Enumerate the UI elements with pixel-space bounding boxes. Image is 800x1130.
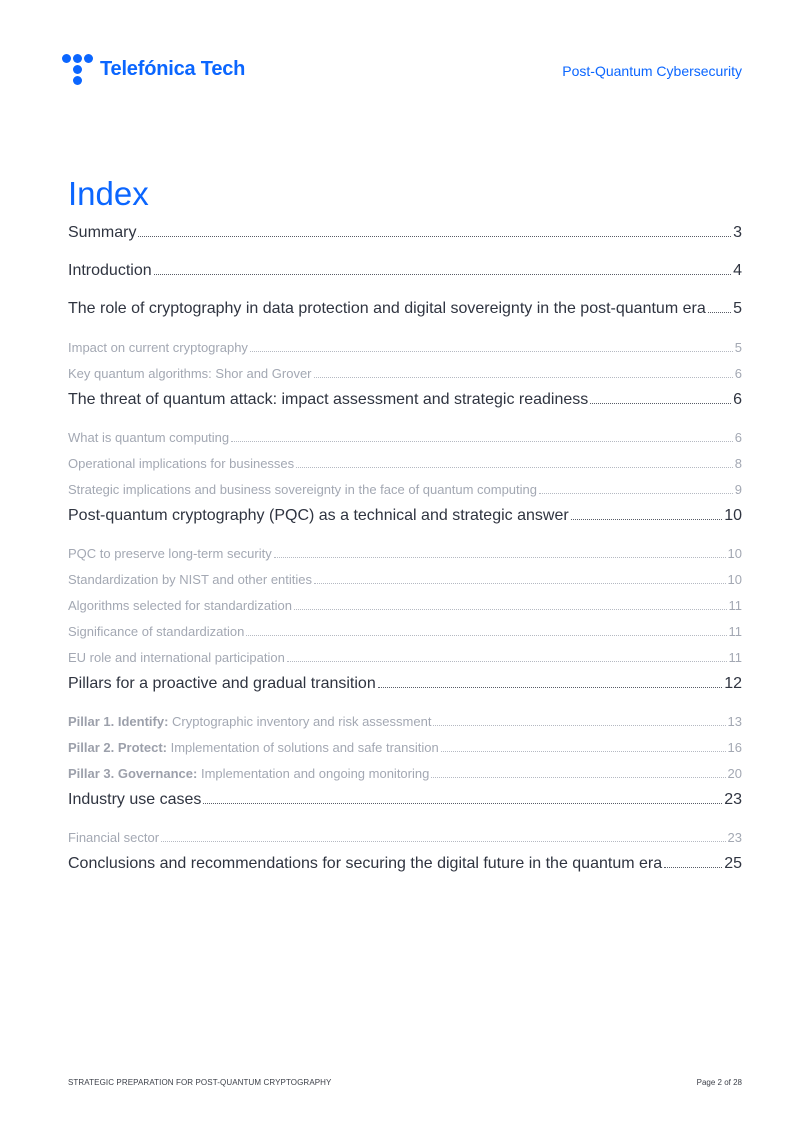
- toc-entry-label: [68, 598, 292, 613]
- toc-entry[interactable]: [68, 262, 742, 280]
- toc-entry-text: Impact on current cryptography: [68, 340, 248, 355]
- toc-dot-leader: [539, 486, 733, 494]
- toc-page-number: 20: [727, 766, 742, 781]
- toc-subentry[interactable]: [68, 624, 742, 639]
- toc-page-number: 8: [734, 456, 742, 471]
- toc-dot-leader: [433, 718, 725, 726]
- toc-page-number: 9: [734, 482, 742, 497]
- toc-entry-text: Operational implications for businesses: [68, 456, 295, 471]
- toc-entry-text: Algorithms selected for standardization: [68, 598, 293, 613]
- toc-entry-label: [68, 740, 439, 755]
- toc-subentry[interactable]: [68, 340, 742, 355]
- toc-entry-text: EU role and international participation: [68, 650, 285, 665]
- toc-entry-text: Pillars for a proactive and gradual transition: [68, 675, 376, 692]
- toc-dot-leader: [138, 227, 731, 237]
- toc-entry-label: [68, 675, 376, 693]
- header-doc-label: Post-Quantum Cybersecurity: [562, 63, 742, 79]
- toc-dot-leader: [664, 858, 722, 868]
- toc-entry-text: Implementation and ongoing monitoring: [200, 766, 430, 781]
- toc-subentry[interactable]: [68, 740, 742, 755]
- toc-subentry[interactable]: [68, 430, 742, 445]
- toc-entry-label: [68, 855, 662, 873]
- toc-entry-label: [68, 714, 431, 729]
- toc-dot-leader: [378, 678, 722, 688]
- toc-dot-leader: [287, 654, 727, 662]
- toc-entry-label: [68, 546, 272, 561]
- toc-entry-pillar: Pillar 1. Identify:: [68, 714, 169, 729]
- toc-page-number: 16: [727, 740, 742, 755]
- toc-subentry[interactable]: [68, 482, 742, 497]
- toc-dot-leader: [246, 628, 726, 636]
- toc-dot-leader: [250, 344, 733, 352]
- toc-entry-label: [68, 366, 312, 381]
- toc-page-number: 10: [727, 572, 742, 587]
- toc-page-number: 23: [724, 791, 742, 808]
- toc-dot-leader: [590, 394, 731, 404]
- toc-page-number: 10: [724, 507, 742, 524]
- footer-page-number: Page 2 of 28: [696, 1078, 742, 1087]
- toc-entry-label: [68, 624, 244, 639]
- toc-entry[interactable]: [68, 791, 742, 809]
- toc-page-number: 13: [727, 714, 742, 729]
- page-title: Index: [68, 175, 149, 213]
- toc-entry-text: The threat of quantum attack: impact assessment and strategic readiness: [68, 391, 589, 408]
- toc-entry-label: [68, 791, 201, 809]
- toc-subentry[interactable]: [68, 366, 742, 381]
- toc-entry-text: The role of cryptography in data protection and digital sovereignty in the post-quantum era: [68, 300, 706, 317]
- toc-entry[interactable]: [68, 855, 742, 873]
- toc-subentry[interactable]: [68, 650, 742, 665]
- toc-page-number: 23: [727, 830, 742, 845]
- toc-subentry[interactable]: [68, 598, 742, 613]
- toc-entry[interactable]: [68, 391, 742, 409]
- toc-dot-leader: [314, 576, 726, 584]
- toc-page-number: 5: [734, 340, 742, 355]
- toc-dot-leader: [294, 602, 726, 610]
- toc-entry-label: [68, 766, 429, 781]
- toc-subentry[interactable]: [68, 546, 742, 561]
- toc-entry-label: [68, 340, 248, 355]
- toc-entry-text: Summary: [68, 224, 137, 241]
- toc-entry-text: Introduction: [68, 262, 152, 279]
- toc-entry-label: [68, 456, 294, 471]
- toc-entry-text: Key quantum algorithms: Shor and Grover: [68, 366, 312, 381]
- toc-dot-leader: [231, 434, 733, 442]
- toc-dot-leader: [431, 770, 725, 778]
- toc-entry-label: [68, 650, 285, 665]
- toc-entry-text: Post-quantum cryptography (PQC) as a technical and strategic answer: [68, 507, 569, 524]
- toc-page-number: 6: [733, 391, 742, 408]
- toc-entry-text: PQC to preserve long-term security: [68, 546, 272, 561]
- toc-subentry[interactable]: [68, 766, 742, 781]
- toc-dot-leader: [571, 510, 723, 520]
- toc-page-number: 6: [734, 430, 742, 445]
- logo-text: Telefónica Tech: [100, 58, 246, 80]
- toc-dot-leader: [203, 794, 722, 804]
- toc-entry-label: [68, 830, 159, 845]
- toc-dot-leader: [441, 744, 726, 752]
- toc-entry-label: [68, 572, 312, 587]
- toc-entry-text: Standardization by NIST and other entities: [68, 572, 313, 587]
- toc-page-number: 4: [733, 262, 742, 279]
- toc-entry-label: [68, 482, 537, 497]
- telefonica-tech-logo: [62, 54, 246, 86]
- toc-page-number: 25: [724, 855, 742, 872]
- toc-subentry[interactable]: [68, 830, 742, 845]
- toc-entry-pillar: Pillar 2. Protect:: [68, 740, 167, 755]
- toc-page-number: 5: [733, 300, 742, 317]
- toc-dot-leader: [314, 370, 733, 378]
- toc-dot-leader: [708, 303, 731, 313]
- toc-entry-label: [68, 507, 569, 525]
- toc-entry-text: Significance of standardization: [68, 624, 245, 639]
- toc-entry-text: Conclusions and recommendations for securing the digital future in the quantum era: [68, 855, 663, 872]
- toc-page-number: 12: [724, 675, 742, 692]
- toc-entry[interactable]: [68, 507, 742, 525]
- toc-page-number: 11: [728, 598, 742, 613]
- toc-entry-pillar: Pillar 3. Governance:: [68, 766, 198, 781]
- toc-subentry[interactable]: [68, 456, 742, 471]
- toc-entry[interactable]: [68, 224, 742, 242]
- toc-entry-text: Financial sector: [68, 830, 160, 845]
- toc-entry-text: Implementation of solutions and safe transition: [170, 740, 439, 755]
- toc-entry-label: [68, 224, 136, 242]
- toc-entry-text: Strategic implications and business sovereignty in the face of quantum computing: [68, 482, 537, 497]
- toc-entry-label: [68, 300, 706, 318]
- toc-page-number: 11: [728, 624, 742, 639]
- toc-entry[interactable]: [68, 675, 742, 693]
- toc-subentry[interactable]: [68, 572, 742, 587]
- toc-dot-leader: [154, 265, 731, 275]
- logo-dots-icon: [62, 54, 96, 86]
- toc-dot-leader: [296, 460, 733, 468]
- toc-page-number: 6: [734, 366, 742, 381]
- toc-entry-label: [68, 262, 152, 280]
- toc-entry[interactable]: [68, 300, 742, 318]
- footer-doc-title: STRATEGIC PREPARATION FOR POST-QUANTUM CRYPTOGRAPHY: [68, 1078, 332, 1087]
- toc-page-number: 3: [733, 224, 742, 241]
- toc-page-number: 11: [728, 650, 742, 665]
- toc-entry-text: Cryptographic inventory and risk assessment: [172, 714, 432, 729]
- toc-dot-leader: [274, 550, 726, 558]
- toc-entry-label: [68, 391, 588, 409]
- toc-entry-label: [68, 430, 229, 445]
- toc-dot-leader: [161, 834, 725, 842]
- toc-entry-text: Industry use cases: [68, 791, 202, 808]
- toc-subentry[interactable]: [68, 714, 742, 729]
- toc-page-number: 10: [727, 546, 742, 561]
- toc-entry-text: What is quantum computing: [68, 430, 230, 445]
